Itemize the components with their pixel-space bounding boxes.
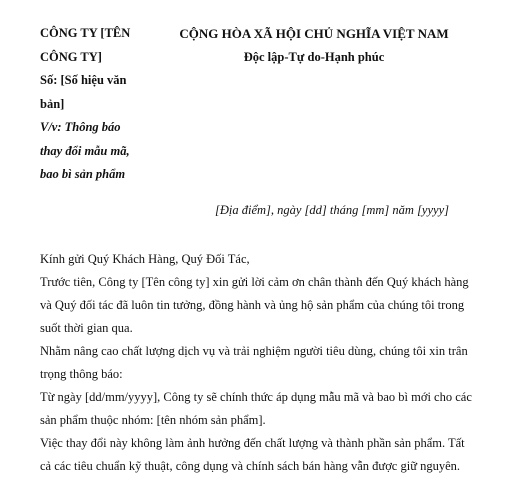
company-name-line-2: CÔNG TY]: [40, 49, 102, 64]
paragraph-quality-note: Việc thay đổi này không làm ảnh hưởng đến chất lượng và thành phần sản phẩm. Tất cả các tiêu chuẩn kỹ thuật, công dụng và chính sách bán hàng vẫn được giữ nguyên.: [40, 436, 465, 473]
sender-block: [40, 22, 158, 187]
letter-body: [40, 248, 472, 478]
national-motto: Độc lập-Tự do-Hạnh phúc: [243, 49, 385, 64]
paragraph-thanks: Trước tiên, Công ty [Tên công ty] xin gửi lời cảm ơn chân thành đến Quý khách hàng và Quý đối tác đã luôn tin tưởng, đồng hành và ủng hộ sản phẩm của chúng tôi trong suốt thời gian qua.: [40, 275, 469, 335]
subject-block: [40, 116, 158, 187]
document-number-line-2: bản]: [40, 96, 65, 111]
paragraph-effective-date: Từ ngày [dd/mm/yyyy], Công ty sẽ chính thức áp dụng mẫu mã và bao bì mới cho các sản phẩm thuộc nhóm: [tên nhóm sản phẩm].: [40, 390, 472, 427]
paragraph-purpose: Nhằm nâng cao chất lượng dịch vụ và trải nghiệm người tiêu dùng, chúng tôi xin trân trọng thông báo:: [40, 344, 468, 381]
national-heading: [164, 22, 464, 69]
subject-line-1: V/v: Thông báo: [40, 120, 121, 134]
document-number: [40, 69, 158, 116]
company-name: [40, 22, 158, 69]
subject-line-3: bao bì sản phẩm: [40, 167, 126, 181]
company-name-line-1: CÔNG TY [TÊN: [40, 26, 131, 40]
nation-title: CỘNG HÒA XÃ HỘI CHỦ NGHĨA VIỆT NAM: [179, 26, 449, 41]
subject-line-2: thay đổi mẫu mã,: [40, 143, 130, 158]
place-and-date: [Địa điểm], ngày [dd] tháng [mm] năm [yyyy]: [214, 203, 449, 217]
greeting: Kính gửi Quý Khách Hàng, Quý Đối Tác,: [40, 252, 250, 266]
document-number-line-1: Số: [Số hiệu văn: [40, 73, 127, 87]
